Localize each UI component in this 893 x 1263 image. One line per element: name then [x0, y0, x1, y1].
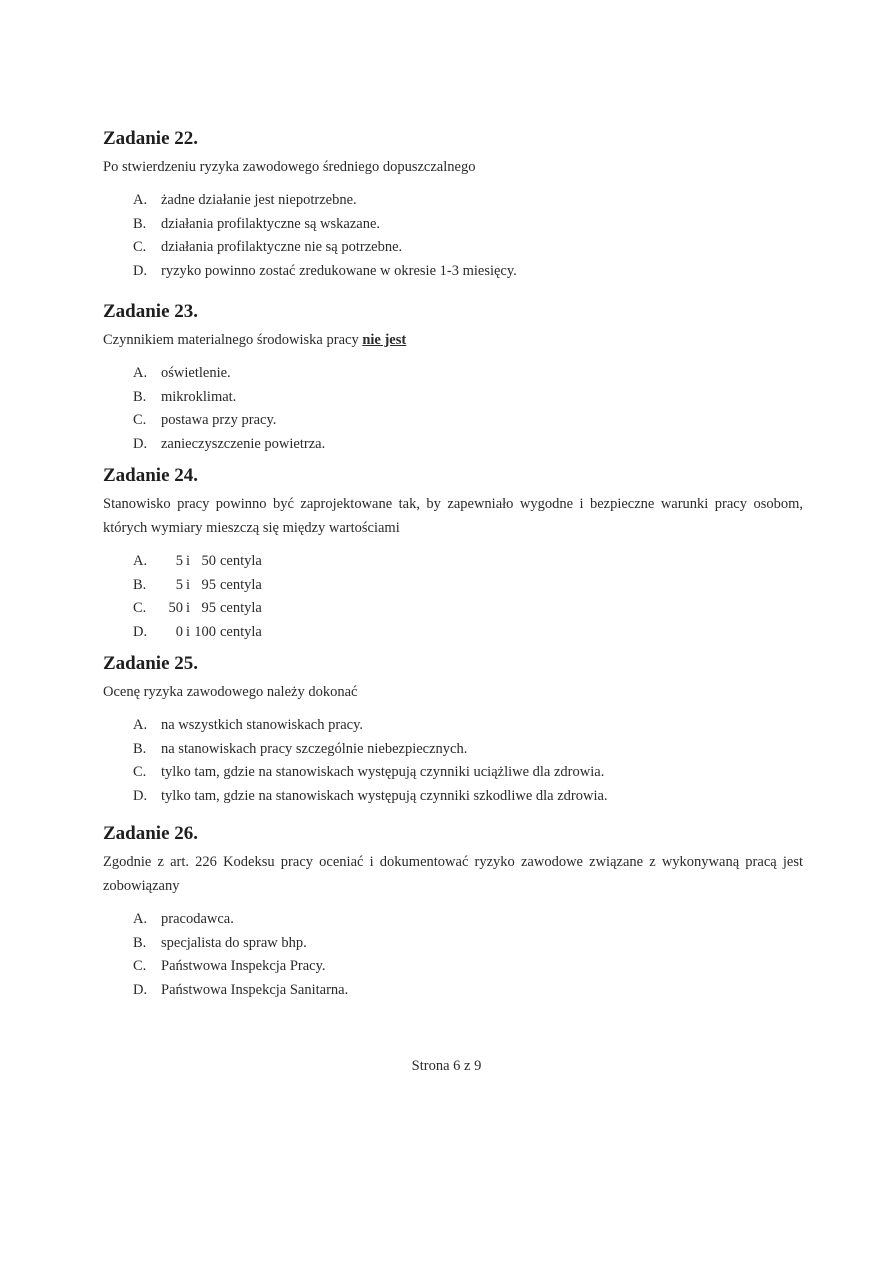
answer-option-a: [103, 714, 803, 738]
task-title: Zadanie 26.: [103, 823, 199, 844]
task-26: [103, 823, 803, 1002]
option-conjunction: i: [186, 600, 191, 616]
answer-option-a: [103, 362, 803, 386]
option-high-value: 95: [201, 600, 216, 616]
answer-option-b: [103, 932, 803, 956]
task-question: Po stwierdzeniu ryzyka zawodowego średniego dopuszczalnego: [103, 159, 476, 175]
answer-option-a: [103, 189, 803, 213]
option-text: tylko tam, gdzie na stanowiskach występują czynniki uciążliwe dla zdrowia.: [161, 764, 605, 780]
option-text: specjalista do spraw bhp.: [161, 934, 307, 951]
option-letter: D.: [133, 981, 148, 998]
option-letter: B.: [133, 215, 147, 232]
option-low-value: 50: [168, 600, 183, 616]
option-letter: D.: [133, 623, 148, 640]
option-low-value: 5: [175, 553, 183, 569]
task-title: Zadanie 23.: [103, 301, 199, 322]
answer-option-c: [103, 597, 803, 621]
option-unit: centyla: [220, 553, 262, 569]
answer-option-b: [103, 738, 803, 762]
option-letter: C.: [133, 764, 147, 780]
option-text: ryzyko powinno zostać zredukowane w okresie 1-3 miesięcy.: [161, 262, 517, 279]
option-text: działania profilaktyczne nie są potrzebne.: [161, 239, 403, 255]
answer-option-c: [103, 955, 803, 979]
task-23: [103, 301, 803, 456]
answer-options: [103, 362, 803, 456]
option-letter: A.: [133, 192, 148, 208]
option-letter: B.: [133, 740, 147, 757]
option-text: żadne działanie jest niepotrzebne.: [161, 192, 357, 208]
option-letter: C.: [133, 412, 147, 428]
answer-option-b: [103, 213, 803, 237]
answer-options: [103, 189, 803, 283]
option-text: działania profilaktyczne są wskazane.: [161, 215, 381, 232]
task-title: Zadanie 22.: [103, 128, 199, 149]
answer-option-d: [103, 433, 803, 457]
task-question: [103, 328, 803, 352]
option-text: tylko tam, gdzie na stanowiskach występują czynniki szkodliwe dla zdrowia.: [161, 787, 608, 804]
answer-option-d: [103, 979, 803, 1003]
page-number: Strona 6 z 9: [411, 1058, 482, 1074]
option-letter: B.: [133, 934, 147, 951]
option-letter: B.: [133, 388, 147, 405]
answer-option-a: [103, 550, 803, 574]
option-conjunction: i: [186, 623, 191, 640]
option-high-value: 100: [194, 623, 216, 640]
question-text: Czynnikiem materialnego środowiska pracy: [103, 332, 359, 348]
option-letter: A.: [133, 553, 148, 569]
option-conjunction: i: [186, 576, 191, 593]
answer-options: [103, 908, 803, 1002]
option-letter: C.: [133, 239, 147, 255]
answer-option-c: [103, 761, 803, 785]
answer-option-d: [103, 621, 803, 645]
task-22: [103, 128, 803, 283]
option-unit: centyla: [220, 600, 262, 616]
answer-option-c: [103, 409, 803, 433]
task-title: Zadanie 25.: [103, 653, 199, 674]
task-title: Zadanie 24.: [103, 465, 199, 486]
task-24: [103, 465, 803, 644]
option-high-value: 50: [201, 553, 216, 569]
answer-options: [103, 714, 803, 808]
option-letter: C.: [133, 958, 147, 974]
option-text: mikroklimat.: [161, 388, 237, 405]
answer-option-b: [103, 574, 803, 598]
task-25: [103, 653, 803, 808]
option-letter: D.: [133, 262, 148, 279]
task-question: Stanowisko pracy powinno być zaprojektowane tak, by zapewniało wygodne i bezpieczne warunki pracy osobom, których wymiary mieszczą się między wartościami: [103, 496, 803, 536]
option-low-value: 0: [175, 623, 183, 640]
answer-option-d: [103, 260, 803, 284]
option-high-value: 95: [201, 576, 216, 593]
option-letter: A.: [133, 911, 148, 927]
option-text: zanieczyszczenie powietrza.: [161, 435, 326, 452]
answer-option-a: [103, 908, 803, 932]
option-letter: A.: [133, 365, 148, 381]
option-text: na stanowiskach pracy szczególnie niebezpiecznych.: [161, 740, 468, 757]
answer-option-b: [103, 386, 803, 410]
option-letter: A.: [133, 717, 148, 733]
option-letter: C.: [133, 600, 147, 616]
option-unit: centyla: [220, 576, 262, 593]
option-letter: D.: [133, 435, 148, 452]
option-text: na wszystkich stanowiskach pracy.: [161, 717, 364, 733]
question-emphasis: nie jest: [362, 332, 407, 348]
option-low-value: 5: [175, 576, 183, 593]
option-letter: D.: [133, 787, 148, 804]
answer-option-c: [103, 236, 803, 260]
option-text: Państwowa Inspekcja Pracy.: [161, 958, 326, 974]
option-letter: B.: [133, 576, 147, 593]
task-question: Ocenę ryzyka zawodowego należy dokonać: [103, 684, 358, 700]
option-text: Państwowa Inspekcja Sanitarna.: [161, 981, 349, 998]
answer-options: [103, 550, 803, 644]
option-text: pracodawca.: [161, 911, 234, 927]
option-text: postawa przy pracy.: [161, 412, 277, 428]
answer-option-d: [103, 785, 803, 809]
task-question: Zgodnie z art. 226 Kodeksu pracy oceniać i dokumentować ryzyko zawodowe związane z wykonywaną pracą jest zobowiązany: [103, 854, 803, 894]
option-text: oświetlenie.: [161, 365, 231, 381]
option-unit: centyla: [220, 623, 262, 640]
option-conjunction: i: [186, 553, 191, 569]
